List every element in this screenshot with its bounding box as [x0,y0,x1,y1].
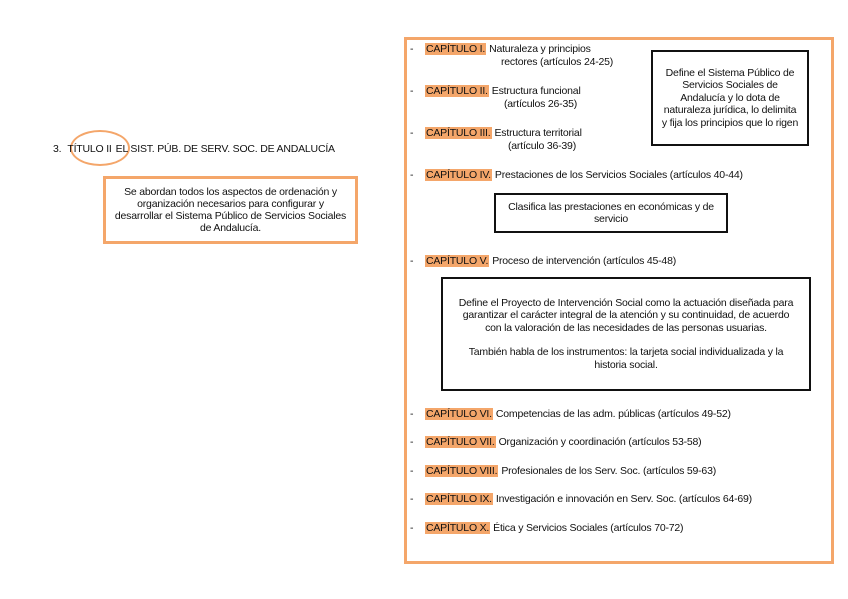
note-intervencion-box [441,277,811,391]
chapter-text: Naturaleza y principios [489,43,591,55]
bullet-dash: - [410,408,414,420]
note-intervencion-paragraph-2: También habla de los instrumentos: la tarjeta social individualizada y la historia social. [468,346,784,371]
note-intervencion-paragraph-1: Define el Proyecto de Intervención Social como la actuación diseñada para garantizar el carácter integral de la atención y su continuidad, de acuerdo con la valoración de las necesidades de las personas usuarias. [458,296,794,334]
chapter-item-3 [410,127,582,140]
bullet-dash: - [410,522,414,534]
chapter-item-4 [410,169,743,182]
chapter-text: Prestaciones de los Servicios Sociales (artículos 40-44) [494,169,743,181]
chapter-label: CAPÍTULO VIII. [426,465,498,477]
titulo-summary-box [103,176,358,244]
chapter-label: CAPÍTULO III. [426,127,491,139]
titulo-heading [53,143,335,155]
chapter-text: Competencias de las adm. públicas (artículos 49-52) [495,408,731,420]
chapter-label: CAPÍTULO V. [426,255,489,267]
chapter-item-2 [410,85,581,98]
chapter-label: CAPÍTULO VII. [426,436,495,448]
chapter-label: CAPÍTULO X. [426,522,490,534]
chapter-text: Organización y coordinación (artículos 53-58) [498,436,702,448]
titulo-label: TÍTULO II [67,143,112,155]
bullet-dash: - [410,169,414,181]
chapter-text: Estructura territorial [494,127,582,139]
chapter-3-continuation: (artículo 36-39) [508,140,576,152]
chapter-item-10 [410,522,683,535]
bullet-dash: - [410,43,414,55]
chapter-label: CAPÍTULO IX. [426,493,492,505]
titulo-title: EL SIST. PÚB. DE SERV. SOC. DE ANDALUCÍA [115,143,335,155]
chapter-label: CAPÍTULO I. [426,43,486,55]
note-sistema-box [651,50,809,146]
chapter-text: Proceso de intervención (artículos 45-48) [492,255,677,267]
chapter-text: Estructura funcional [491,85,581,97]
chapter-text: Investigación e innovación en Serv. Soc. (artículos 64-69) [495,493,752,505]
chapter-item-5 [410,255,676,268]
chapter-item-7 [410,436,701,449]
chapter-label: CAPÍTULO VI. [426,408,492,420]
note-prestaciones-text: Clasifica las prestaciones en económicas y de servicio [508,200,714,225]
chapter-label: CAPÍTULO II. [426,85,488,97]
chapter-text: Ética y Servicios Sociales (artículos 70-72) [493,522,684,534]
note-sistema-text: Define el Sistema Público de Servicios Sociales de Andalucía y lo dota de naturaleza jurídica, lo delimita y fija los principios que lo rigen [661,66,799,129]
bullet-dash: - [410,493,414,505]
chapter-label: CAPÍTULO IV. [426,169,491,181]
bullet-dash: - [410,255,414,267]
section-number: 3. [53,143,62,155]
bullet-dash: - [410,465,414,477]
chapter-item-8 [410,465,716,478]
chapter-2-continuation: (artículos 26-35) [504,98,578,110]
chapter-item-6 [410,408,731,421]
chapter-text: Profesionales de los Serv. Soc. (artículos 59-63) [501,465,717,477]
chapter-1-continuation: rectores (artículos 24-25) [501,56,614,68]
bullet-dash: - [410,436,414,448]
bullet-dash: - [410,85,414,97]
chapter-item-1 [410,43,591,56]
chapter-item-9 [410,493,752,506]
titulo-summary-text: Se abordan todos los aspectos de ordenación y organización necesarios para configurar y desarrollar el Sistema Público de Servicios Sociales de Andalucía. [114,186,347,234]
note-prestaciones-box [494,193,728,233]
bullet-dash: - [410,127,414,139]
